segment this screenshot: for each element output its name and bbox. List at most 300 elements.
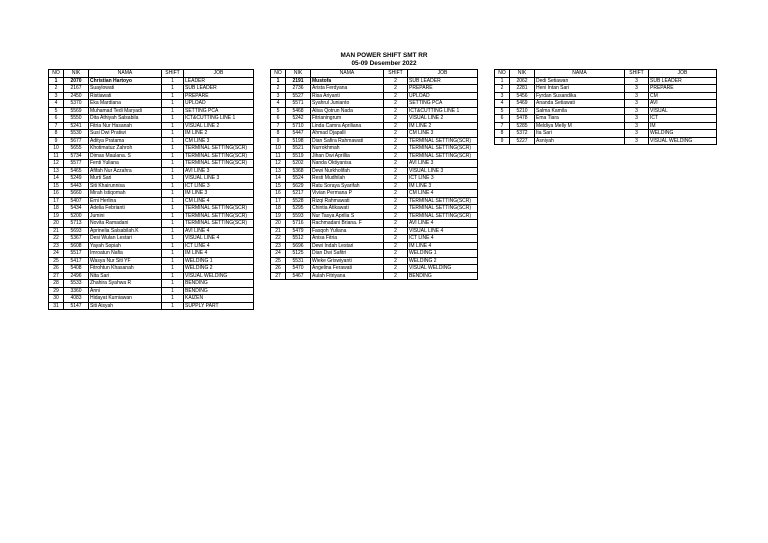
header-nik: NIK	[286, 70, 311, 78]
cell-job: PREPARE	[184, 92, 254, 100]
table-row	[49, 197, 254, 205]
table-row	[49, 235, 254, 243]
header-nama: NAMA	[535, 70, 625, 78]
cell-no: 27	[271, 272, 286, 280]
cell-nama: Nanda Oktiyanisa	[311, 160, 384, 168]
table-row	[271, 145, 478, 153]
table-row	[271, 220, 478, 228]
cell-job: VISUAL LINE 4	[408, 227, 478, 235]
cell-nik: 5407	[64, 197, 89, 205]
cell-nik: 5147	[64, 302, 89, 310]
cell-shift: 1	[162, 197, 184, 205]
cell-no: 22	[271, 235, 286, 243]
cell-nik: 5629	[286, 182, 311, 190]
cell-nama: Jihan Dwi Aprillia	[311, 152, 384, 160]
cell-job: BENDING	[184, 280, 254, 288]
cell-nama: Dewi Nurkholifah	[311, 167, 384, 175]
cell-no: 9	[49, 137, 64, 145]
table-row	[271, 205, 478, 213]
cell-nik: 5200	[64, 212, 89, 220]
cell-shift: 2	[384, 242, 408, 250]
cell-nik: 5660	[64, 190, 89, 198]
cell-job: WELDING 1	[408, 250, 478, 258]
header-nik: NIK	[510, 70, 535, 78]
cell-job: ICT LINE 3	[408, 175, 478, 183]
cell-no: 14	[49, 175, 64, 183]
cell-no: 13	[49, 167, 64, 175]
cell-nik: 5478	[510, 115, 535, 123]
table-row	[271, 212, 478, 220]
cell-nama: Mirah Istiqomah	[89, 190, 162, 198]
cell-nama: Desi Wulan Lestari	[89, 235, 162, 243]
table-row	[49, 280, 254, 288]
cell-nama: Erni Herlina	[89, 197, 162, 205]
cell-nik: 5577	[64, 160, 89, 168]
table-row	[271, 115, 478, 123]
cell-shift: 2	[384, 167, 408, 175]
cell-nik: 5368	[286, 167, 311, 175]
cell-no: 18	[271, 205, 286, 213]
cell-no: 27	[49, 272, 64, 280]
table-row	[49, 137, 254, 145]
cell-shift: 2	[384, 257, 408, 265]
cell-job: SUPPLY PART	[184, 302, 254, 310]
table-header-row	[49, 70, 254, 78]
cell-no: 17	[271, 197, 286, 205]
cell-job: WELDING 2	[184, 265, 254, 273]
cell-nama: Rizqi Rahmawati	[311, 197, 384, 205]
cell-job: VISUAL LINE 2	[408, 115, 478, 123]
cell-job: TERMINAL SETTING(SCR)	[408, 197, 478, 205]
cell-nama: Fasqoh Yuliana	[311, 227, 384, 235]
cell-no: 4	[49, 100, 64, 108]
cell-shift: 2	[384, 77, 408, 85]
cell-job: ICT LINE 3	[184, 182, 254, 190]
cell-shift: 2	[384, 145, 408, 153]
cell-nik: 5696	[286, 242, 311, 250]
cell-job: KAIZEN	[184, 295, 254, 303]
cell-nik: 5524	[286, 175, 311, 183]
cell-nik: 5677	[64, 137, 89, 145]
cell-shift: 1	[162, 77, 184, 85]
cell-shift: 2	[384, 190, 408, 198]
cell-nik: 5571	[286, 100, 311, 108]
cell-no: 12	[271, 160, 286, 168]
cell-nama: Asniyah	[535, 137, 625, 145]
cell-no: 11	[49, 152, 64, 160]
cell-no: 20	[271, 220, 286, 228]
cell-job: AVI	[649, 100, 717, 108]
cell-shift: 1	[162, 100, 184, 108]
cell-no: 8	[49, 130, 64, 138]
cell-nik: 2281	[510, 85, 535, 93]
cell-shift: 2	[384, 197, 408, 205]
table-row	[49, 257, 254, 265]
cell-no: 4	[495, 100, 510, 108]
table-row	[49, 272, 254, 280]
shift-1-table	[48, 69, 254, 310]
cell-nama: Muhamad Tedi Maryadi	[89, 107, 162, 115]
table-row	[49, 107, 254, 115]
cell-no: 5	[495, 107, 510, 115]
cell-shift: 3	[625, 85, 649, 93]
cell-nama: Fyrdan Susandika	[535, 92, 625, 100]
cell-no: 26	[271, 265, 286, 273]
table-row	[49, 205, 254, 213]
cell-shift: 1	[162, 167, 184, 175]
cell-shift: 1	[162, 272, 184, 280]
cell-job: VISUAL LINE 3	[184, 175, 254, 183]
cell-nama: Wieke Griswiyanti	[311, 257, 384, 265]
cell-no: 7	[271, 122, 286, 130]
cell-no: 23	[49, 242, 64, 250]
cell-job: VISUAL WELDING	[184, 272, 254, 280]
cell-shift: 1	[162, 280, 184, 288]
table-row	[271, 242, 478, 250]
cell-job: ICT LINE 4	[184, 242, 254, 250]
cell-nik: 5693	[64, 227, 89, 235]
cell-no: 19	[271, 212, 286, 220]
cell-job: CM	[649, 92, 717, 100]
cell-nik: 5479	[286, 227, 311, 235]
table-row	[271, 250, 478, 258]
cell-shift: 3	[625, 100, 649, 108]
cell-nama: Rachmadani Briana. F	[311, 220, 384, 228]
cell-nama: Ahmad Djapalli	[311, 130, 384, 138]
cell-shift: 1	[162, 242, 184, 250]
cell-no: 2	[271, 85, 286, 93]
table-row	[49, 145, 254, 153]
cell-no: 10	[49, 145, 64, 153]
cell-nik: 5530	[64, 130, 89, 138]
cell-no: 26	[49, 265, 64, 273]
header-nama: NAMA	[311, 70, 384, 78]
cell-shift: 2	[384, 152, 408, 160]
table-row	[271, 235, 478, 243]
cell-job: IM LINE 4	[408, 242, 478, 250]
cell-job: TERMINAL SETTING(SCR)	[408, 205, 478, 213]
cell-nama: Risa Ariyanti	[311, 92, 384, 100]
cell-job: VISUAL LINE 2	[184, 122, 254, 130]
table-row	[49, 130, 254, 138]
cell-no: 2	[495, 85, 510, 93]
cell-nik: 5517	[64, 250, 89, 258]
cell-no: 17	[49, 197, 64, 205]
cell-no: 6	[271, 115, 286, 123]
cell-nik: 5710	[286, 122, 311, 130]
cell-job: VISUAL LINE 3	[408, 167, 478, 175]
cell-nik: 5227	[510, 137, 535, 145]
cell-nik: 5531	[286, 257, 311, 265]
cell-nik: 2191	[286, 77, 311, 85]
cell-nik: 5241	[64, 122, 89, 130]
cell-nama: Aditya Pratama	[89, 137, 162, 145]
page-subtitle: 05-09 Desember 2022	[351, 60, 417, 67]
cell-nama: Dedi Setiawan	[535, 77, 625, 85]
cell-nama: Adelia Febrianti	[89, 205, 162, 213]
cell-nama: Afifah Nur Azzahra	[89, 167, 162, 175]
cell-nama: Nurrokhmah	[311, 145, 384, 153]
cell-no: 31	[49, 302, 64, 310]
cell-nik: 2736	[286, 85, 311, 93]
cell-nama: Jumini	[89, 212, 162, 220]
cell-nik: 5655	[64, 145, 89, 153]
cell-job: IM LINE 2	[184, 130, 254, 138]
cell-job: ICT&CUTTING LINE 1	[184, 115, 254, 123]
cell-shift: 1	[162, 295, 184, 303]
cell-nama: Syahrul Junianto	[311, 100, 384, 108]
cell-job: PREPARE	[649, 85, 717, 93]
cell-job: CM LINE 4	[184, 197, 254, 205]
cell-nik: 5372	[510, 130, 535, 138]
cell-nik: 5521	[286, 145, 311, 153]
cell-no: 5	[271, 107, 286, 115]
cell-nik: 5469	[510, 100, 535, 108]
cell-nama: Ristiawati	[89, 92, 162, 100]
table-row	[495, 77, 717, 85]
cell-shift: 2	[384, 107, 408, 115]
cell-job: PREPARE	[408, 85, 478, 93]
table-row	[49, 115, 254, 123]
cell-nik: 5519	[286, 152, 311, 160]
cell-job: SETTING PCA	[408, 100, 478, 108]
table-row	[49, 152, 254, 160]
cell-nik: 5713	[64, 220, 89, 228]
cell-job: TERMINAL SETTING(SCR)	[184, 212, 254, 220]
cell-nama: Dian Safira Rahmawati	[311, 137, 384, 145]
cell-nama: Murti Sari	[89, 175, 162, 183]
page-title: MAN POWER SHIFT SMT RR	[340, 52, 428, 59]
cell-job: UPLOAD	[408, 92, 478, 100]
cell-job: AVI LINE 3	[184, 167, 254, 175]
cell-job: CM LINE 3	[408, 130, 478, 138]
cell-nama: Yayah Sopiah	[89, 242, 162, 250]
cell-nik: 5370	[64, 100, 89, 108]
cell-shift: 1	[162, 122, 184, 130]
cell-nama: Ananda Setiawati	[535, 100, 625, 108]
cell-job: TERMINAL SETTING(SCR)	[184, 145, 254, 153]
table-row	[49, 287, 254, 295]
cell-job: TERMINAL SETTING(SCR)	[408, 145, 478, 153]
cell-shift: 1	[162, 250, 184, 258]
header-no: NO	[495, 70, 510, 78]
cell-job: TERMINAL SETTING(SCR)	[184, 152, 254, 160]
cell-no: 14	[271, 175, 286, 183]
cell-shift: 1	[162, 137, 184, 145]
cell-shift: 2	[384, 100, 408, 108]
cell-shift: 2	[384, 220, 408, 228]
cell-job: BENDING	[184, 287, 254, 295]
cell-job: LEADER	[184, 77, 254, 85]
cell-shift: 2	[384, 265, 408, 273]
cell-job: VISUAL LINE 4	[184, 235, 254, 243]
cell-no: 7	[495, 122, 510, 130]
table-row	[49, 227, 254, 235]
table-row	[49, 265, 254, 273]
cell-no: 21	[271, 227, 286, 235]
cell-nik: 5447	[286, 130, 311, 138]
cell-no: 30	[49, 295, 64, 303]
cell-job: SUB LEADER	[184, 85, 254, 93]
cell-no: 29	[49, 287, 64, 295]
cell-nama: Alisa Qotrun Nada	[311, 107, 384, 115]
cell-shift: 2	[384, 137, 408, 145]
cell-no: 6	[495, 115, 510, 123]
cell-nik: 5734	[64, 152, 89, 160]
cell-nik: 5533	[64, 280, 89, 288]
cell-nama: Fitria Nur Hasanah	[89, 122, 162, 130]
header-no: NO	[49, 70, 64, 78]
table-row	[271, 227, 478, 235]
cell-shift: 1	[162, 235, 184, 243]
cell-nama: Dita Athiyah Salsabila	[89, 115, 162, 123]
cell-no: 18	[49, 205, 64, 213]
cell-nik: 5242	[286, 115, 311, 123]
cell-no: 19	[49, 212, 64, 220]
cell-job: WELDING 1	[184, 257, 254, 265]
table-row	[271, 197, 478, 205]
cell-nik: 5550	[64, 115, 89, 123]
cell-shift: 1	[162, 152, 184, 160]
cell-nama: Suaylowati	[89, 85, 162, 93]
cell-job: IM LINE 3	[408, 182, 478, 190]
cell-nama: Anisa Fitria	[311, 235, 384, 243]
table-row	[49, 295, 254, 303]
cell-nama: Nita Sari	[89, 272, 162, 280]
table-row	[271, 107, 478, 115]
cell-job: ICT LINE 4	[408, 235, 478, 243]
table-row	[271, 130, 478, 138]
cell-no: 15	[49, 182, 64, 190]
cell-nik: 2070	[64, 77, 89, 85]
cell-no: 25	[271, 257, 286, 265]
cell-shift: 1	[162, 92, 184, 100]
cell-no: 9	[495, 137, 510, 145]
cell-nama: Dewi Indah Lestari	[311, 242, 384, 250]
cell-nik: 4083	[64, 295, 89, 303]
cell-shift: 2	[384, 227, 408, 235]
cell-no: 1	[271, 77, 286, 85]
cell-shift: 2	[384, 130, 408, 138]
table-row	[271, 92, 478, 100]
cell-nik: 5249	[64, 175, 89, 183]
table-row	[495, 137, 717, 145]
cell-shift: 1	[162, 287, 184, 295]
cell-shift: 3	[625, 137, 649, 145]
cell-nama: Aulah Fitriyana	[311, 272, 384, 280]
cell-shift: 1	[162, 265, 184, 273]
table-row	[271, 152, 478, 160]
header-job: JOB	[649, 70, 717, 78]
cell-nik: 5512	[286, 235, 311, 243]
cell-job: SETTING PCA	[184, 107, 254, 115]
cell-no: 6	[49, 115, 64, 123]
cell-nik: 5295	[286, 205, 311, 213]
cell-shift: 1	[162, 175, 184, 183]
table-header-row	[271, 70, 478, 78]
cell-nik: 5408	[64, 265, 89, 273]
cell-shift: 2	[384, 182, 408, 190]
cell-job: CM LINE 3	[184, 137, 254, 145]
cell-shift: 1	[162, 107, 184, 115]
cell-job: TERMINAL SETTING(SCR)	[408, 212, 478, 220]
table-row	[49, 100, 254, 108]
cell-nik: 5217	[286, 190, 311, 198]
cell-no: 28	[49, 280, 64, 288]
cell-shift: 3	[625, 92, 649, 100]
cell-no: 3	[49, 92, 64, 100]
cell-no: 9	[271, 137, 286, 145]
table-row	[271, 182, 478, 190]
cell-nik: 5593	[286, 212, 311, 220]
cell-job: TERMINAL SETTING(SCR)	[408, 137, 478, 145]
table-row	[271, 100, 478, 108]
cell-shift: 2	[384, 250, 408, 258]
cell-shift: 3	[625, 122, 649, 130]
cell-nik: 5467	[286, 272, 311, 280]
cell-nama: Zhahira Syahwa R	[89, 280, 162, 288]
table-row	[271, 265, 478, 273]
table-row	[495, 92, 717, 100]
cell-shift: 2	[384, 122, 408, 130]
table-header-row	[495, 70, 717, 78]
table-row	[271, 77, 478, 85]
cell-no: 23	[271, 242, 286, 250]
cell-nik: 5468	[286, 107, 311, 115]
table-row	[271, 175, 478, 183]
cell-shift: 2	[384, 212, 408, 220]
cell-shift: 1	[162, 182, 184, 190]
header-job: JOB	[184, 70, 254, 78]
cell-job: IM	[649, 122, 717, 130]
cell-nik: 5465	[64, 167, 89, 175]
cell-no: 24	[271, 250, 286, 258]
cell-nama: Novita Ramadani	[89, 220, 162, 228]
cell-nik: 3360	[64, 287, 89, 295]
cell-nama: Dimas Maulana. S	[89, 152, 162, 160]
table-row	[49, 190, 254, 198]
cell-no: 24	[49, 250, 64, 258]
cell-shift: 1	[162, 160, 184, 168]
cell-no: 20	[49, 220, 64, 228]
cell-shift: 2	[384, 85, 408, 93]
cell-nik: 5527	[286, 92, 311, 100]
table-row	[271, 272, 478, 280]
cell-nik: 5569	[64, 107, 89, 115]
cell-nama: Angelina Ferawati	[311, 265, 384, 273]
cell-no: 16	[49, 190, 64, 198]
cell-job: VISUAL WELDING	[408, 265, 478, 273]
cell-shift: 1	[162, 85, 184, 93]
cell-nik: 5367	[64, 235, 89, 243]
table-row	[49, 302, 254, 310]
table-row	[49, 160, 254, 168]
cell-nama: Resti Mudhilah	[311, 175, 384, 183]
header-job: JOB	[408, 70, 478, 78]
cell-nama: Anni	[89, 287, 162, 295]
table-row	[271, 167, 478, 175]
cell-job: SUB LEADER	[649, 77, 717, 85]
cell-job: SUB LEADER	[408, 77, 478, 85]
cell-nama: Meldiya Melly M	[535, 122, 625, 130]
cell-shift: 2	[384, 272, 408, 280]
cell-nama: Christian Hartoyo	[89, 77, 162, 85]
cell-nik: 2496	[64, 272, 89, 280]
header-shift: SHIFT	[162, 70, 184, 78]
shift-3-table	[494, 69, 717, 145]
cell-no: 15	[271, 182, 286, 190]
cell-shift: 2	[384, 160, 408, 168]
